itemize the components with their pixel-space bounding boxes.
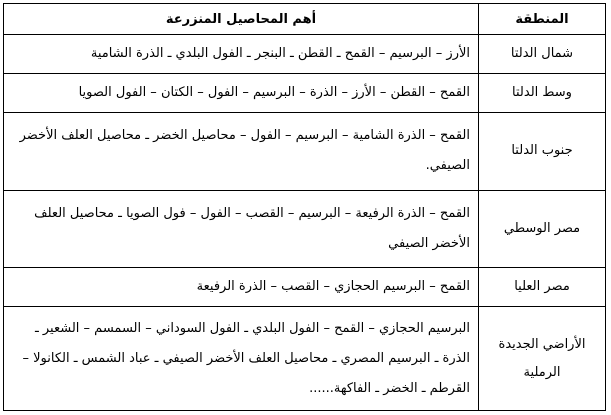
table-header-row bbox=[4, 4, 606, 35]
table-row bbox=[4, 35, 606, 74]
document-page bbox=[3, 3, 605, 411]
region-cell: وسط الدلتا bbox=[479, 73, 606, 112]
region-cell: جنوب الدلتا bbox=[479, 112, 606, 190]
crops-cell: القمح – البرسيم الحجازي – القصب – الذرة الرفيعة bbox=[4, 268, 479, 307]
header-crops: أهم المحاصيل المنزرعة bbox=[4, 4, 479, 35]
crops-cell: البرسيم الحجازي – القمح – الفول البلدي ـ الفول السوداني – السمسم – الشعير ـ الذرة ـ البرسيم المصري ـ محاصيل العلف الأخضر الصيفي ـ عباد الشمس ـ الكانولا – القرطم ـ الخضر ـ الفاكهة...... bbox=[4, 307, 479, 411]
region-cell: الأراضي الجديدة الرملية bbox=[479, 307, 606, 411]
table-row bbox=[4, 73, 606, 112]
crops-cell: القمح – الذرة الرفيعة – البرسيم – القصب – الفول – فول الصويا ـ محاصيل العلف الأخضر الصيفي bbox=[4, 190, 479, 268]
crops-cell: القمح – الذرة الشامية – البرسيم – الفول – محاصيل الخضر ـ محاصيل العلف الأخضر الصيفي. bbox=[4, 112, 479, 190]
table-row bbox=[4, 112, 606, 190]
region-cell: مصر العليا bbox=[479, 268, 606, 307]
table-row bbox=[4, 268, 606, 307]
crops-cell: الأرز – البرسيم – القمح ـ القطن ـ البنجر ـ الفول البلدي ـ الذرة الشامية bbox=[4, 35, 479, 74]
table-row bbox=[4, 190, 606, 268]
region-cell: شمال الدلتا bbox=[479, 35, 606, 74]
header-region: المنطقة bbox=[479, 4, 606, 35]
crops-table bbox=[3, 3, 606, 411]
crops-cell: القمح – القطن – الأرز – الذرة – البرسيم – الفول – الكتان – الفول الصويا bbox=[4, 73, 479, 112]
region-cell: مصر الوسطي bbox=[479, 190, 606, 268]
table-row bbox=[4, 307, 606, 411]
